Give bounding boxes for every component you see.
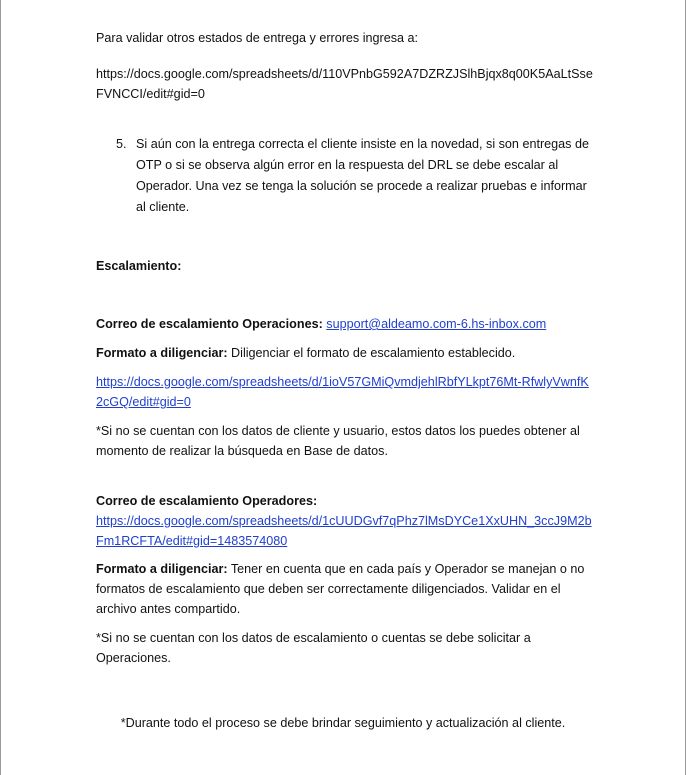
escalamiento-heading: Escalamiento: bbox=[96, 259, 182, 273]
steps-list bbox=[96, 134, 594, 218]
step-number: 5. bbox=[116, 137, 127, 151]
operadores-format-line bbox=[96, 559, 594, 619]
operaciones-email-link[interactable]: support@aldeamo.com-6.hs-inbox.com bbox=[326, 317, 547, 331]
operaciones-note: *Si no se cuentan con los datos de cliente y usuario, estos datos los puedes obtener al momento de realizar la búsqueda en Base de datos. bbox=[96, 424, 580, 458]
list-item-step-5 bbox=[96, 134, 594, 218]
operadores-format-text: Tener en cuenta que en cada país y Operador se manejan o no formatos de escalamiento que deben ser correctamente diligenciados. Validar en el archivo antes compartido. bbox=[96, 562, 585, 616]
operadores-url-line bbox=[96, 511, 594, 551]
document-body bbox=[96, 28, 594, 668]
operaciones-format-url-line bbox=[96, 372, 594, 412]
page-left-border bbox=[0, 0, 1, 775]
operadores-email-label bbox=[96, 491, 594, 511]
intro-url-text[interactable]: https://docs.google.com/spreadsheets/d/110VPnbG592A7DZRZJSlhBjqx8q00K5AaLtSseFVNCCI/edit#gid=0 bbox=[96, 67, 593, 101]
operaciones-email-label: Correo de escalamiento Operaciones: bbox=[96, 317, 323, 331]
footer-note: *Durante todo el proceso se debe brindar seguimiento y actualización al cliente. bbox=[120, 716, 566, 730]
operaciones-email-line bbox=[96, 314, 594, 334]
intro-text: Para validar otros estados de entrega y errores ingresa a: bbox=[96, 31, 419, 45]
operadores-label: Correo de escalamiento Operadores: bbox=[96, 494, 318, 508]
operadores-format-label: Formato a diligenciar: bbox=[96, 562, 228, 576]
operaciones-format-line bbox=[96, 343, 594, 363]
operaciones-format-label: Formato a diligenciar: bbox=[96, 346, 228, 360]
operadores-link[interactable]: https://docs.google.com/spreadsheets/d/1cUUDGvf7qPhz7lMsDYCe1XxUHN_3ccJ9M2bFm1RCFTA/edit#gid=1483574080 bbox=[96, 514, 592, 548]
operadores-note: *Si no se cuentan con los datos de escalamiento o cuentas se debe solicitar a Operaciones. bbox=[96, 631, 531, 665]
step-text: Si aún con la entrega correcta el cliente insiste en la novedad, si son entregas de OTP o si se observa algún error en la respuesta del DRL se debe escalar al Operador. Una vez se tenga la solución se procede a realizar pruebas e informar al cliente. bbox=[136, 137, 589, 214]
operaciones-format-link[interactable]: https://docs.google.com/spreadsheets/d/1ioV57GMiQvmdjehlRbfYLkpt76Mt-RfwlyVwnfK2cGQ/edit#gid=0 bbox=[96, 375, 589, 409]
operaciones-format-text: Diligenciar el formato de escalamiento establecido. bbox=[227, 346, 516, 360]
